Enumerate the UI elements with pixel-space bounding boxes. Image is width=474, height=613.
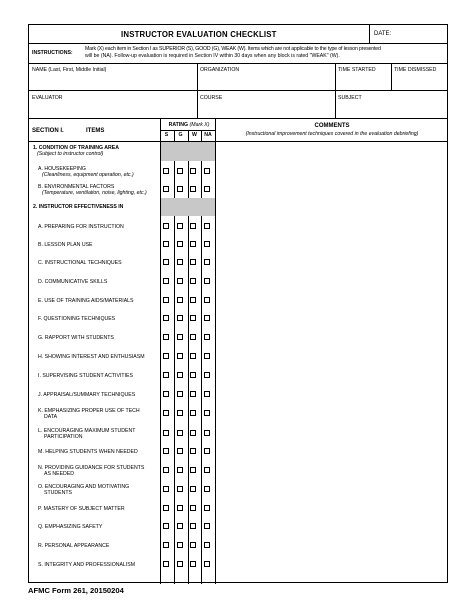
rating-checkbox-w[interactable] bbox=[190, 259, 196, 265]
rating-checkbox-w[interactable] bbox=[190, 448, 196, 454]
rating-checkbox-na[interactable] bbox=[204, 410, 210, 416]
rating-checkbox-w[interactable] bbox=[190, 223, 196, 229]
instructions-line-2: will be (NA). Follow-up evaluation is required in Section IV within 30 days when any block is rated "WEAK" (W). bbox=[85, 53, 340, 59]
rating-checkbox-g[interactable] bbox=[177, 448, 183, 454]
item-label: Q. EMPHASIZING SAFETY bbox=[38, 524, 103, 530]
rating-checkbox-na[interactable] bbox=[204, 241, 210, 247]
rating-checkbox-s[interactable] bbox=[163, 542, 169, 548]
rating-checkbox-na[interactable] bbox=[204, 523, 210, 529]
item-label: S. INTEGRITY AND PROFESSIONALISM bbox=[38, 562, 136, 568]
rating-checkbox-na[interactable] bbox=[204, 505, 210, 511]
course-label: COURSE bbox=[200, 95, 223, 101]
item-label: A. PREPARING FOR INSTRUCTION bbox=[38, 224, 124, 230]
comments-note: (Instructional improvement techniques covered in the evaluation debriefing) bbox=[245, 131, 419, 137]
rating-checkbox-na[interactable] bbox=[204, 467, 210, 473]
item-label: O. ENCOURAGING AND MOTIVATING bbox=[38, 484, 130, 490]
rating-note: (Mark X) bbox=[189, 122, 210, 128]
comments-label: COMMENTS bbox=[314, 123, 350, 129]
subject-field[interactable] bbox=[337, 102, 445, 115]
form-title: INSTRUCTOR EVALUATION CHECKLIST bbox=[121, 30, 277, 39]
rating-checkbox-g[interactable] bbox=[177, 334, 183, 340]
rating-checkbox-w[interactable] bbox=[190, 542, 196, 548]
rating-shade bbox=[161, 198, 215, 216]
rating-checkbox-w[interactable] bbox=[190, 505, 196, 511]
rating-checkbox-g[interactable] bbox=[177, 486, 183, 492]
item-label: D. COMMUNICATIVE SKILLS bbox=[38, 279, 108, 285]
rating-checkbox-s[interactable] bbox=[163, 486, 169, 492]
evaluator-field[interactable] bbox=[31, 102, 193, 115]
rating-checkbox-s[interactable] bbox=[163, 168, 169, 174]
rating-checkbox-g[interactable] bbox=[177, 467, 183, 473]
item-label: 2. INSTRUCTOR EFFECTIVENESS IN bbox=[33, 204, 124, 210]
item-sublabel: DATA bbox=[44, 414, 58, 420]
rating-checkbox-s[interactable] bbox=[163, 372, 169, 378]
rating-checkbox-g[interactable] bbox=[177, 297, 183, 303]
rating-checkbox-s[interactable] bbox=[163, 186, 169, 192]
rating-checkbox-w[interactable] bbox=[190, 561, 196, 567]
rating-checkbox-s[interactable] bbox=[163, 353, 169, 359]
rating-checkbox-g[interactable] bbox=[177, 278, 183, 284]
item-label: L. ENCOURAGING MAXIMUM STUDENT bbox=[38, 428, 136, 434]
rating-shade bbox=[161, 142, 215, 161]
item-sublabel: (Temperature, ventilation, noise, lighting, etc.) bbox=[42, 190, 147, 196]
rating-checkbox-g[interactable] bbox=[177, 241, 183, 247]
rating-checkbox-na[interactable] bbox=[204, 430, 210, 436]
rating-checkbox-na[interactable] bbox=[204, 297, 210, 303]
item-label: H. SHOWING INTEREST AND ENTHUSIASM bbox=[38, 354, 145, 360]
rating-checkbox-s[interactable] bbox=[163, 223, 169, 229]
rating-col-na: NA bbox=[204, 132, 212, 138]
rating-checkbox-na[interactable] bbox=[204, 259, 210, 265]
rating-checkbox-g[interactable] bbox=[177, 542, 183, 548]
time-started-label: TIME STARTED bbox=[338, 67, 376, 73]
rating-checkbox-na[interactable] bbox=[204, 542, 210, 548]
rating-checkbox-w[interactable] bbox=[190, 430, 196, 436]
rating-checkbox-s[interactable] bbox=[163, 391, 169, 397]
rating-checkbox-g[interactable] bbox=[177, 523, 183, 529]
item-label: P. MASTERY OF SUBJECT MATTER bbox=[38, 506, 125, 512]
rating-checkbox-na[interactable] bbox=[204, 372, 210, 378]
item-label: 1. CONDITION OF TRAINING AREA bbox=[33, 145, 119, 151]
time-dismissed-label: TIME DISMISSED bbox=[394, 67, 437, 73]
rating-checkbox-s[interactable] bbox=[163, 410, 169, 416]
rating-checkbox-s[interactable] bbox=[163, 505, 169, 511]
rating-checkbox-g[interactable] bbox=[177, 410, 183, 416]
item-label: R. PERSONAL APPEARANCE bbox=[38, 543, 110, 549]
rating-checkbox-s[interactable] bbox=[163, 561, 169, 567]
date-field[interactable] bbox=[401, 27, 445, 41]
rating-checkbox-na[interactable] bbox=[204, 561, 210, 567]
rating-checkbox-s[interactable] bbox=[163, 297, 169, 303]
item-label: F. QUESTIONING TECHNIQUES bbox=[38, 316, 116, 322]
rating-checkbox-g[interactable] bbox=[177, 505, 183, 511]
rating-checkbox-g[interactable] bbox=[177, 186, 183, 192]
rating-checkbox-w[interactable] bbox=[190, 486, 196, 492]
items-label: ITEMS bbox=[86, 128, 105, 134]
item-label: C. INSTRUCTIONAL TECHNIQUES bbox=[38, 260, 122, 266]
rating-checkbox-w[interactable] bbox=[190, 334, 196, 340]
item-label: G. RAPPORT WITH STUDENTS bbox=[38, 335, 114, 341]
rating-checkbox-na[interactable] bbox=[204, 186, 210, 192]
rating-checkbox-g[interactable] bbox=[177, 168, 183, 174]
rating-checkbox-s[interactable] bbox=[163, 448, 169, 454]
rating-checkbox-s[interactable] bbox=[163, 259, 169, 265]
rating-checkbox-na[interactable] bbox=[204, 334, 210, 340]
rating-checkbox-w[interactable] bbox=[190, 297, 196, 303]
instructions-label: INSTRUCTIONS: bbox=[32, 50, 73, 56]
rating-checkbox-w[interactable] bbox=[190, 315, 196, 321]
rating-checkbox-w[interactable] bbox=[190, 467, 196, 473]
rating-checkbox-s[interactable] bbox=[163, 430, 169, 436]
item-label: A. HOUSEKEEPING bbox=[38, 166, 86, 172]
rating-header bbox=[163, 122, 215, 128]
item-label: I. SUPERVISING STUDENT ACTIVITIES bbox=[38, 373, 133, 379]
time-dismissed-field[interactable] bbox=[393, 74, 445, 87]
rating-checkbox-w[interactable] bbox=[190, 241, 196, 247]
rating-checkbox-g[interactable] bbox=[177, 315, 183, 321]
rating-checkbox-w[interactable] bbox=[190, 168, 196, 174]
form-footer: AFMC Form 261, 20150204 bbox=[28, 586, 124, 595]
evaluation-form bbox=[28, 24, 448, 583]
rating-col-w: W bbox=[192, 132, 197, 138]
name-label: NAME (Last, First, Middle Initial) bbox=[32, 67, 107, 73]
rating-checkbox-w[interactable] bbox=[190, 186, 196, 192]
item-sublabel: (Subject to instructor control) bbox=[37, 151, 104, 157]
item-sublabel: (Cleanliness, equipment operation, etc.) bbox=[42, 172, 134, 178]
rating-checkbox-na[interactable] bbox=[204, 168, 210, 174]
item-sublabel: AS NEEDED bbox=[44, 471, 74, 477]
rating-checkbox-na[interactable] bbox=[204, 315, 210, 321]
item-sublabel: PARTICIPATION bbox=[44, 434, 83, 440]
item-label: J. APPRAISAL/SUMMARY TECHNIQUES bbox=[38, 392, 136, 398]
organization-field[interactable] bbox=[199, 74, 333, 87]
rating-checkbox-s[interactable] bbox=[163, 334, 169, 340]
rating-checkbox-na[interactable] bbox=[204, 353, 210, 359]
rating-checkbox-w[interactable] bbox=[190, 372, 196, 378]
course-field[interactable] bbox=[199, 102, 333, 115]
rating-checkbox-s[interactable] bbox=[163, 278, 169, 284]
rating-checkbox-na[interactable] bbox=[204, 448, 210, 454]
rating-checkbox-w[interactable] bbox=[190, 391, 196, 397]
rating-checkbox-s[interactable] bbox=[163, 467, 169, 473]
rating-checkbox-s[interactable] bbox=[163, 523, 169, 529]
rating-checkbox-na[interactable] bbox=[204, 223, 210, 229]
rating-checkbox-w[interactable] bbox=[190, 278, 196, 284]
rating-checkbox-s[interactable] bbox=[163, 315, 169, 321]
rating-checkbox-na[interactable] bbox=[204, 278, 210, 284]
organization-label: ORGANIZATION bbox=[200, 67, 240, 73]
rating-checkbox-g[interactable] bbox=[177, 561, 183, 567]
name-field[interactable] bbox=[31, 74, 193, 87]
rating-col-g: G bbox=[178, 132, 183, 138]
rating-checkbox-w[interactable] bbox=[190, 353, 196, 359]
item-label: N. PROVIDING GUIDANCE FOR STUDENTS bbox=[38, 465, 145, 471]
rating-checkbox-g[interactable] bbox=[177, 223, 183, 229]
rating-col-s: S bbox=[164, 132, 169, 138]
evaluator-label: EVALUATOR bbox=[32, 95, 63, 101]
rating-label: RATING bbox=[168, 122, 189, 128]
item-label: B. LESSON PLAN USE bbox=[38, 242, 93, 248]
rating-checkbox-na[interactable] bbox=[204, 391, 210, 397]
rating-checkbox-g[interactable] bbox=[177, 391, 183, 397]
section-label: SECTION I. bbox=[32, 128, 64, 134]
rating-checkbox-g[interactable] bbox=[177, 372, 183, 378]
subject-label: SUBJECT bbox=[338, 95, 362, 101]
rating-checkbox-s[interactable] bbox=[163, 241, 169, 247]
item-label: M. HELPING STUDENTS WHEN NEEDED bbox=[38, 449, 138, 455]
time-started-field[interactable] bbox=[337, 74, 387, 87]
date-label: DATE: bbox=[374, 31, 392, 37]
item-label: B. ENVIRONMENTAL FACTORS bbox=[38, 184, 115, 190]
comments-field[interactable] bbox=[217, 143, 445, 581]
rating-checkbox-g[interactable] bbox=[177, 353, 183, 359]
item-sublabel: STUDENTS bbox=[44, 490, 72, 496]
rating-checkbox-w[interactable] bbox=[190, 523, 196, 529]
instructions-line-1: Mark (X) each item in Section I as SUPERIOR (S), GOOD (G), WEAK (W). Items which are not applicable to the type of lesson presented bbox=[85, 46, 381, 52]
rating-checkbox-g[interactable] bbox=[177, 259, 183, 265]
item-label: E. USE OF TRAINING AIDS/MATERIALS bbox=[38, 298, 134, 304]
rating-checkbox-g[interactable] bbox=[177, 430, 183, 436]
rating-checkbox-na[interactable] bbox=[204, 486, 210, 492]
item-label: K. EMPHASIZING PROPER USE OF TECH bbox=[38, 408, 140, 414]
rating-checkbox-w[interactable] bbox=[190, 410, 196, 416]
